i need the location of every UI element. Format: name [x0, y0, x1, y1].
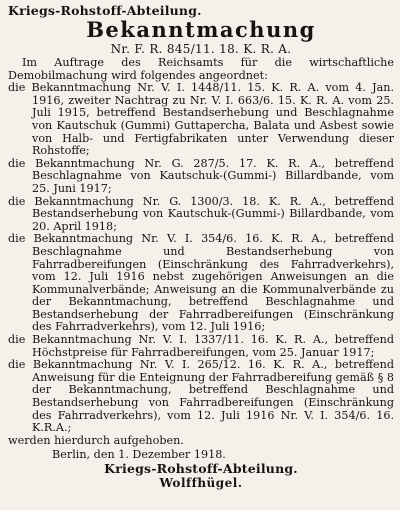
- place-date: Berlin, den 1. Dezember 1918.: [52, 448, 226, 462]
- list-item: die Bekanntmachung Nr. G. 287/5. 17. K. R. A., betreffend Beschlagnahme von Kautschuk-(Gummi-) Billardbande, vom 25. Juni 1917;: [8, 156, 394, 195]
- signature-office: Kriegs-Rohstoff-Abteilung.: [104, 461, 298, 477]
- list-item: die Bekanntmachung Nr. V. I. 1448/11. 15. K. R. A. vom 4. Jan. 1916, zweiter Nachtrag zu Nr. V. I. 663/6. 15. K. R. A. vom 25. Juli 1915, betreffend Bestandserhebung und Beschlagnahme von Kautschuk (Gummi) Guttapercha, Balata und Asbest sowie von Halb- und Fertigfabrikaten unter Verwendung dieser Rohstoffe;: [8, 81, 394, 158]
- intro-paragraph: Im Auftrage des Reichsamts für die wirtschaftliche Demobilmachung wird folgendes angeordnet:: [8, 56, 394, 82]
- issuing-office: Kriegs-Rohstoff-Abteilung.: [8, 3, 202, 18]
- signature-name: Wolffhügel.: [159, 476, 243, 491]
- notice-title: Bekanntmachung: [86, 17, 316, 42]
- list-item: die Bekanntmachung Nr. V. I. 1337/11. 16. K. R. A., betreffend Höchstpreise für Fahrradbereifungen, vom 25. Januar 1917;: [8, 333, 394, 359]
- closing-line: werden hierdurch aufgehoben.: [8, 433, 184, 447]
- repealed-notices-list: [8, 82, 394, 435]
- reference-number: Nr. F. R. 845/11. 18. K. R. A.: [110, 42, 292, 56]
- list-item: die Bekanntmachung Nr. G. 1300/3. 18. K. R. A., betreffend Bestandserhebung von Kautschuk-(Gummi-) Billardbande, vom 20. April 1918;: [8, 194, 394, 233]
- list-item: die Bekanntmachung Nr. V. I. 354/6. 16. K. R. A., betreffend Beschlagnahme und Bestandserhebung von Fahrradbereifungen (Einschränkung des Fahrradverkehrs), vom 12. Juli 1916 nebst zugehörigen Anweisungen an die Kommunalverbände; Anweisung an die Kommunalverbände zu der Bekanntmachung, betreffend Beschlagnahme und Bestandserhebung der Fahrradbereifungen (Einschränkung des Fahrradverkehrs), vom 12. Juli 1916;: [8, 232, 394, 334]
- list-item: die Bekanntmachung Nr. V. I. 265/12. 16. K. R. A., betreffend Anweisung für die Enteignung der Fahrradbereifung gemäß § 8 der Bekanntmachung, betreffend Beschlagnahme und Bestandserhebung von Fahrradbereifungen (Einschränkung des Fahrradverkehrs), vom 12. Juli 1916 Nr. V. I. 354/6. 16. K.R.A.;: [8, 358, 394, 435]
